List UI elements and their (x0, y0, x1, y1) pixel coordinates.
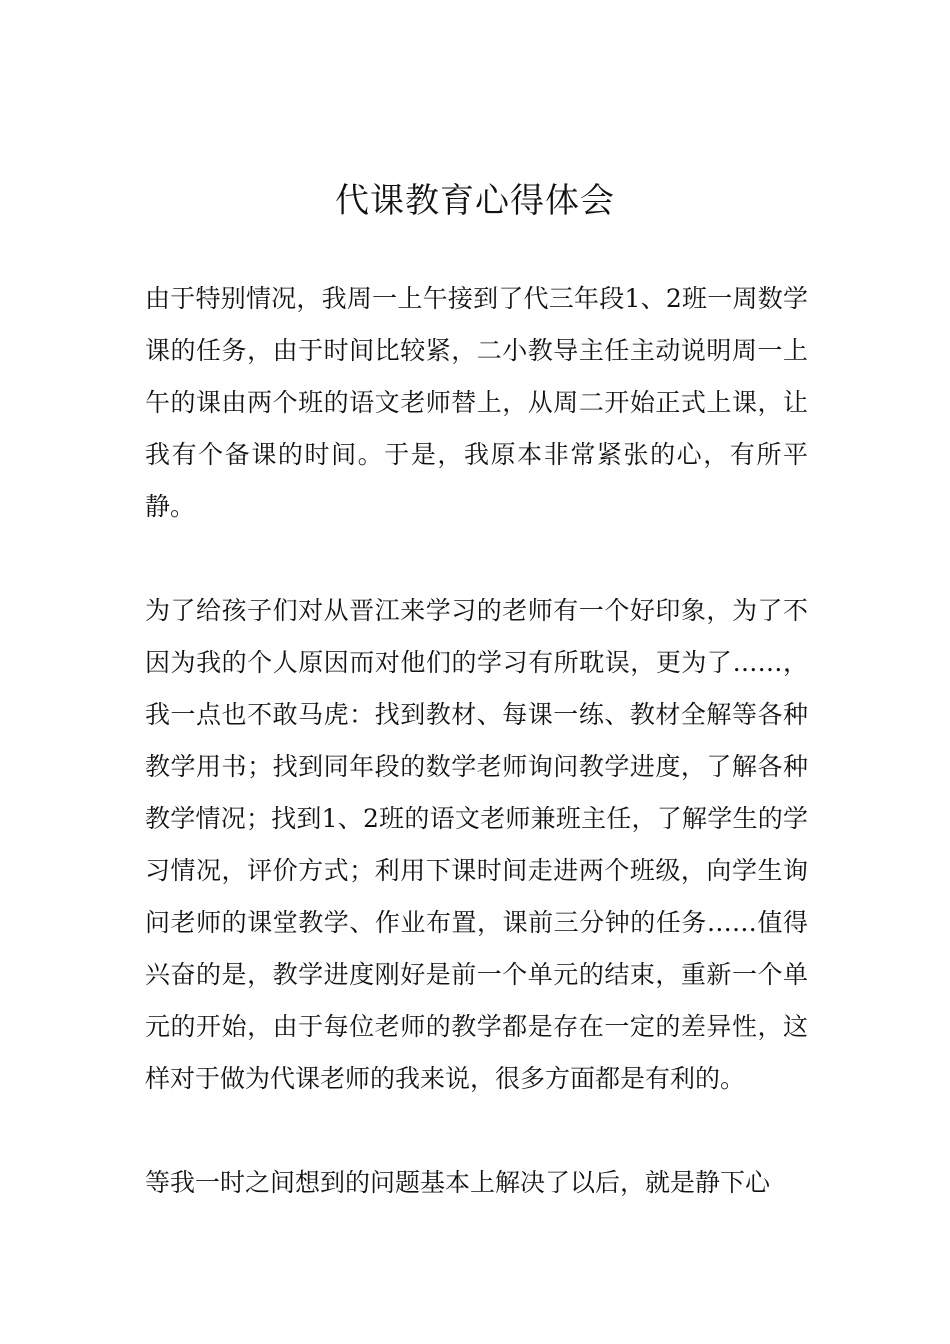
document-title: 代课教育心得体会 (335, 181, 615, 221)
paragraph-2: 为了给孩子们对从晋江来学习的老师有一个好印象，为了不因为我的个人原因而对他们的学习有所耽误，更为了……，我一点也不敢马虎：找到教材、每课一练、教材全解等各种教学用书；找到同年段的数学老师询问教学进度，了解各种教学情况；找到1、2班的语文老师兼班主任，了解学生的学习情况，评价方式；利用下课时间走进两个班级，向学生询问老师的课堂教学、作业布置，课前三分钟的任务……值得兴奋的是，教学进度刚好是前一个单元的结束，重新一个单元的开始，由于每位老师的教学都是存在一定的差异性，这样对于做为代课老师的我来说，很多方面都是有利的。 (145, 596, 808, 1093)
paragraph-3: 等我一时之间想到的问题基本上解决了以后，就是静下心 (145, 1168, 771, 1197)
document-body (145, 273, 808, 1261)
paragraph-1: 由于特别情况，我周一上午接到了代三年段1、2班一周数学课的任务，由于时间比较紧，二小教导主任主动说明周一上午的课由两个班的语文老师替上，从周二开始正式上课，让我有个备课的时间。于是，我原本非常紧张的心，有所平静。 (145, 284, 808, 521)
